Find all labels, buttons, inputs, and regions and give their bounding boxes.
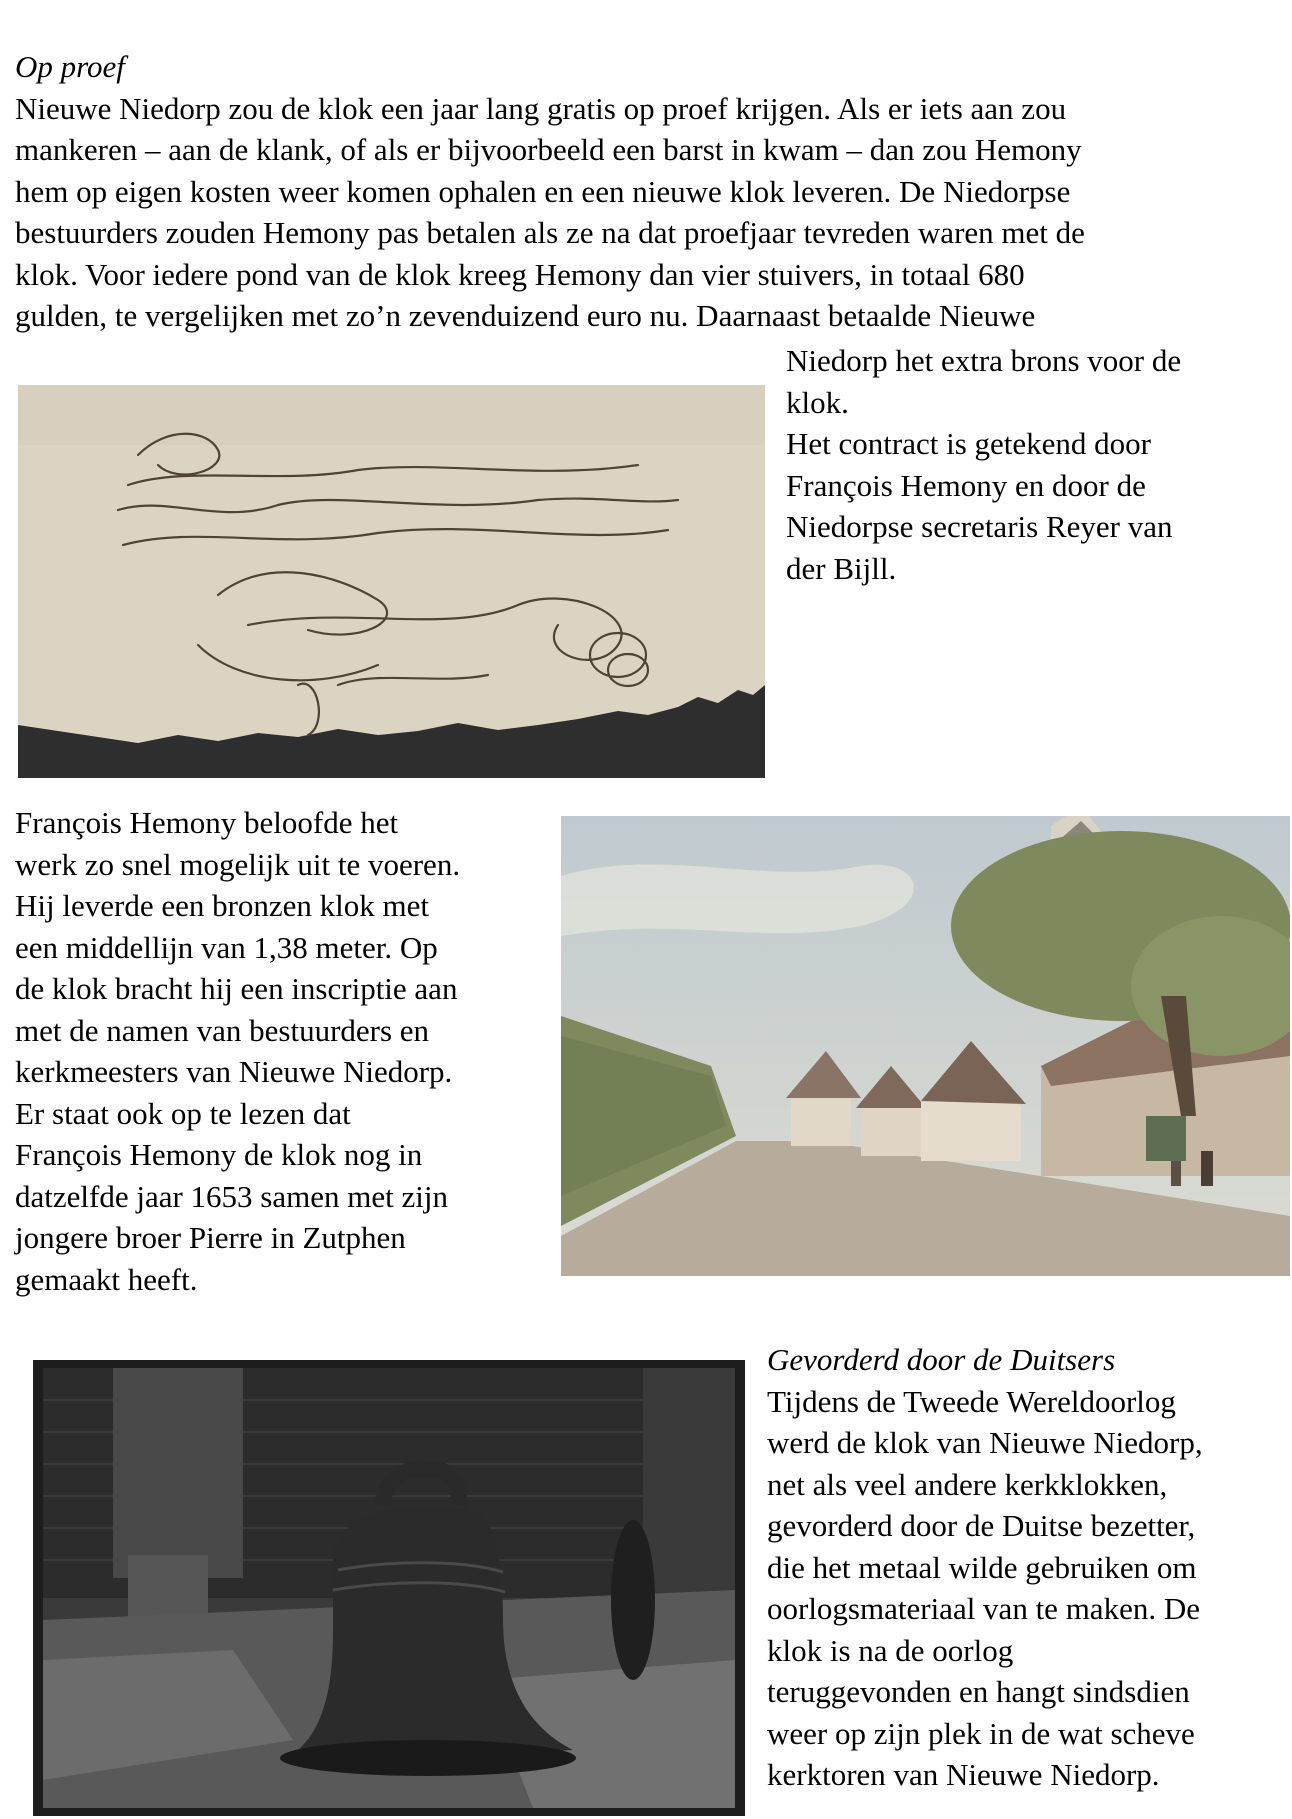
paragraph-line: kerkmeesters van Nieuwe Niedorp. [15,1054,453,1089]
paragraph-line: Niedorpse secretaris Reyer van [786,509,1173,544]
heading-op-proef: Op proef [15,49,125,84]
paragraph-line: klok is na de oorlog [767,1632,1014,1668]
bell-photograph [33,1360,745,1816]
paragraph-line: Er staat ook op te lezen dat [15,1095,351,1131]
paragraph-line: Het contract is getekend door [786,426,1151,461]
paragraph-line: oorlogsmateriaal van te maken. De [767,1591,1200,1626]
paragraph-line: klok. Voor iedere pond van de klok kreeg Hemony dan vier stuivers, in totaal 680 [15,256,1025,292]
village-street-painting [561,816,1290,1276]
paragraph-line: hem op eigen kosten weer komen ophalen en een nieuwe klok leveren. De Niedorpse [15,173,1071,209]
paragraph-line: weer op zijn plek in de wat scheve [767,1715,1195,1751]
paragraph-line: François Hemony en door de [786,467,1146,503]
paragraph-line: Tijdens de Tweede Wereldoorlog [767,1383,1176,1419]
paragraph-line: bestuurders zouden Hemony pas betalen als ze na dat proefjaar tevreden waren met de [15,215,1085,250]
contract-caption [786,340,1181,589]
paragraph-line: François Hemony de klok nog in [15,1137,423,1172]
paragraph-line: kerktoren van Nieuwe Niedorp. [767,1757,1160,1792]
section-op-proef [15,46,1085,337]
paragraph-line: de klok bracht hij een inscriptie aan [15,971,458,1006]
section-klok-text [15,802,460,1300]
paragraph-line: klok. [786,384,849,420]
paragraph-line: werd de klok van Nieuwe Niedorp, [767,1425,1203,1460]
paragraph-line: gevorderd door de Duitse bezetter, [767,1508,1196,1543]
heading-gevorderd: Gevorderd door de Duitsers [767,1342,1116,1377]
paragraph-line: met de namen van bestuurders en [15,1012,430,1048]
paragraph-line: Niedorp het extra brons voor de [786,343,1182,378]
paragraph-line: een middellijn van 1,38 meter. Op [15,929,438,965]
paragraph-line: teruggevonden en hangt sindsdien [767,1674,1190,1709]
paragraph-line: Hij leverde een bronzen klok met [15,888,430,923]
paragraph-line: datzelfde jaar 1653 samen met zijn [15,1178,448,1214]
paragraph-line: net als veel andere kerkklokken, [767,1466,1168,1502]
paragraph-line: mankeren – aan de klank, of als er bijvoorbeeld een barst in kwam – dan zou Hemony [15,132,1082,167]
paragraph-line: die het metaal wilde gebruiken om [767,1549,1197,1585]
paragraph-line: jongere broer Pierre in Zutphen [15,1220,406,1255]
section-gevorderd [767,1339,1203,1796]
paragraph-line: der Bijll. [786,550,897,586]
paragraph-line: gulden, te vergelijken met zo’n zevenduizend euro nu. Daarnaast betaalde Nieuwe [15,298,1036,333]
paragraph-line: gemaakt heeft. [15,1261,198,1297]
paragraph-line: werk zo snel mogelijk uit te voeren. [15,846,461,882]
paragraph-line: François Hemony beloofde het [15,805,399,840]
paragraph-line: Nieuwe Niedorp zou de klok een jaar lang gratis op proef krijgen. Als er iets aan zou [15,90,1067,126]
contract-manuscript-image [18,385,765,778]
